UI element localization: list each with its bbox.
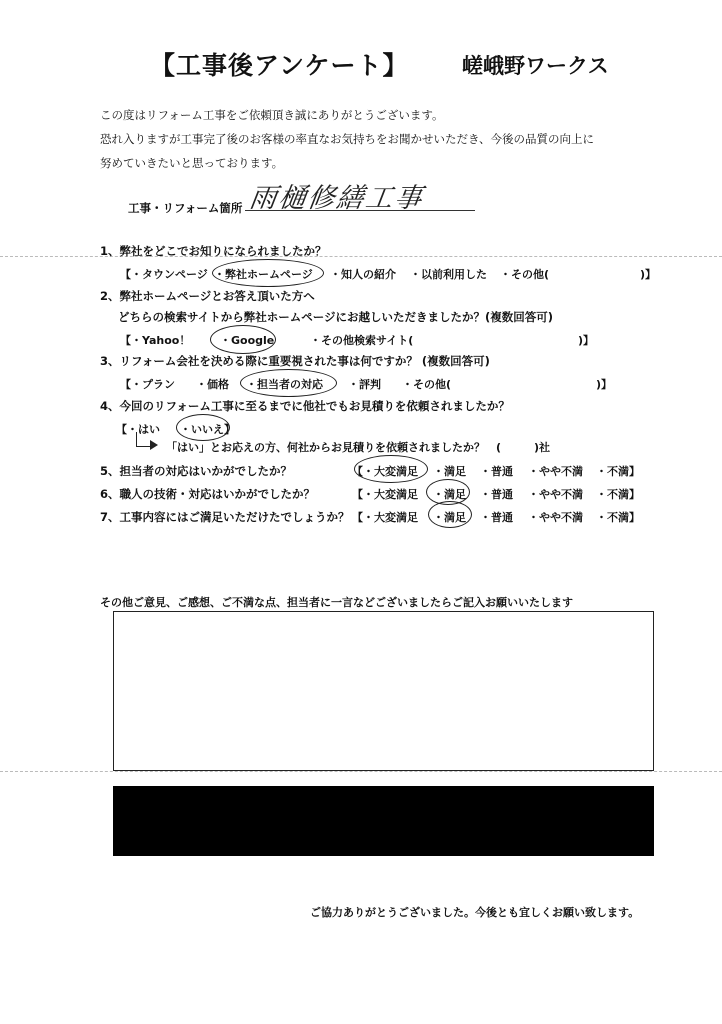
survey-title: 【工事後アンケート】 [150,51,409,80]
q5-opt-very-satisfied[interactable]: 【・大変満足 [352,465,418,478]
q3-opt-plan[interactable]: 【・プラン [120,378,175,391]
q1-opt-referral[interactable]: ・知人の紹介 [330,268,396,281]
followup-arrow-icon [136,432,151,447]
q6-opt-neutral[interactable]: ・普通 [480,488,513,501]
q2-opt-yahoo[interactable]: 【・Yahoo！ [120,334,191,347]
intro-line-3: 努めていきたいと思っております。 [100,156,284,170]
q1-opt-close: )】 [640,268,657,281]
q6-opt-satisfied[interactable]: ・満足 [433,488,466,501]
q7-opt-neutral[interactable]: ・普通 [480,511,513,524]
q4-opt-yes[interactable]: 【・はい [116,423,160,436]
q6-opt-somewhat-dissatisfied[interactable]: ・やや不満 [528,488,583,501]
comments-box[interactable] [113,611,654,771]
q1-opt-other[interactable]: ・その他( [500,268,550,281]
q5-opt-dissatisfied[interactable]: ・不満】 [596,465,640,478]
q1-question: 1、弊社をどこでお知りになられましたか？ [100,244,327,258]
intro-line-2: 恐れ入りますが工事完了後のお客様の率直なお気持ちをお聞かせいただき、今後の品質の向上に [100,132,595,146]
q6-opt-dissatisfied[interactable]: ・不満】 [596,488,640,501]
followup-arrowhead-icon [150,440,158,450]
location-underline [245,210,475,211]
intro-line-1: この度はリフォーム工事をご依頼頂き誠にありがとうございます。 [100,108,444,122]
location-label: 工事・リフォーム箇所 [128,201,243,215]
q3-opt-other[interactable]: ・その他( [402,378,452,391]
q4-followup: 「はい」とお応えの方、何社からお見積りを依頼されましたか？ ( )社 [166,441,551,454]
q4-opt-no[interactable]: ・いいえ】 [180,423,235,436]
q3-opt-reputation[interactable]: ・評判 [348,378,381,391]
q5-opt-somewhat-dissatisfied[interactable]: ・やや不満 [528,465,583,478]
q3-opt-close: )】 [596,378,613,391]
q1-opt-homepage[interactable]: ・弊社ホームページ [214,268,313,281]
q1-opt-townpage[interactable]: 【・タウンページ [120,268,208,281]
q5-opt-satisfied[interactable]: ・満足 [433,465,466,478]
scan-line [0,771,722,772]
q3-opt-price[interactable]: ・価格 [196,378,229,391]
q2-opt-google[interactable]: ・Google [220,334,275,347]
q7-question: 7、工事内容にはご満足いただけたでしょうか？ [100,510,350,524]
q2-question: 2、弊社ホームページとお答え頂いた方へ [100,289,315,303]
q1-opt-previous[interactable]: ・以前利用した [410,268,487,281]
q7-opt-dissatisfied[interactable]: ・不満】 [596,511,640,524]
location-handwritten[interactable]: 雨樋修繕工事 [247,183,426,214]
q3-question: 3、リフォーム会社を決める際に重要視された事は何ですか？ (複数回答可) [100,354,490,368]
q5-question: 5、担当者の対応はいかがでしたか？ [100,464,292,478]
q2-opt-other-site[interactable]: ・その他検索サイト( [310,334,414,347]
q4-question: 4、今回のリフォーム工事に至るまでに他社でもお見積りを依頼されましたか？ [100,399,510,413]
q3-opt-staff[interactable]: ・担当者の対応 [246,378,323,391]
thanks-text: ご協力ありがとうございました。今後とも宜しくお願い致します。 [310,906,640,919]
q2-opt-close: )】 [578,334,595,347]
q6-opt-very-satisfied[interactable]: 【・大変満足 [352,488,418,501]
q7-opt-somewhat-dissatisfied[interactable]: ・やや不満 [528,511,583,524]
q6-question: 6、職人の技術・対応はいかがでしたか？ [100,487,315,501]
q5-opt-neutral[interactable]: ・普通 [480,465,513,478]
q2-subquestion: どちらの検索サイトから弊社ホームページにお越しいただきましたか？(複数回答可) [118,310,553,324]
company-name: 嵯峨野ワークス [462,54,609,78]
redacted-block [113,786,654,856]
comments-prompt: その他ご意見、ご感想、ご不満な点、担当者に一言などございましたらご記入お願いいたします [100,596,573,609]
q7-opt-very-satisfied[interactable]: 【・大変満足 [352,511,418,524]
q7-opt-satisfied[interactable]: ・満足 [433,511,466,524]
